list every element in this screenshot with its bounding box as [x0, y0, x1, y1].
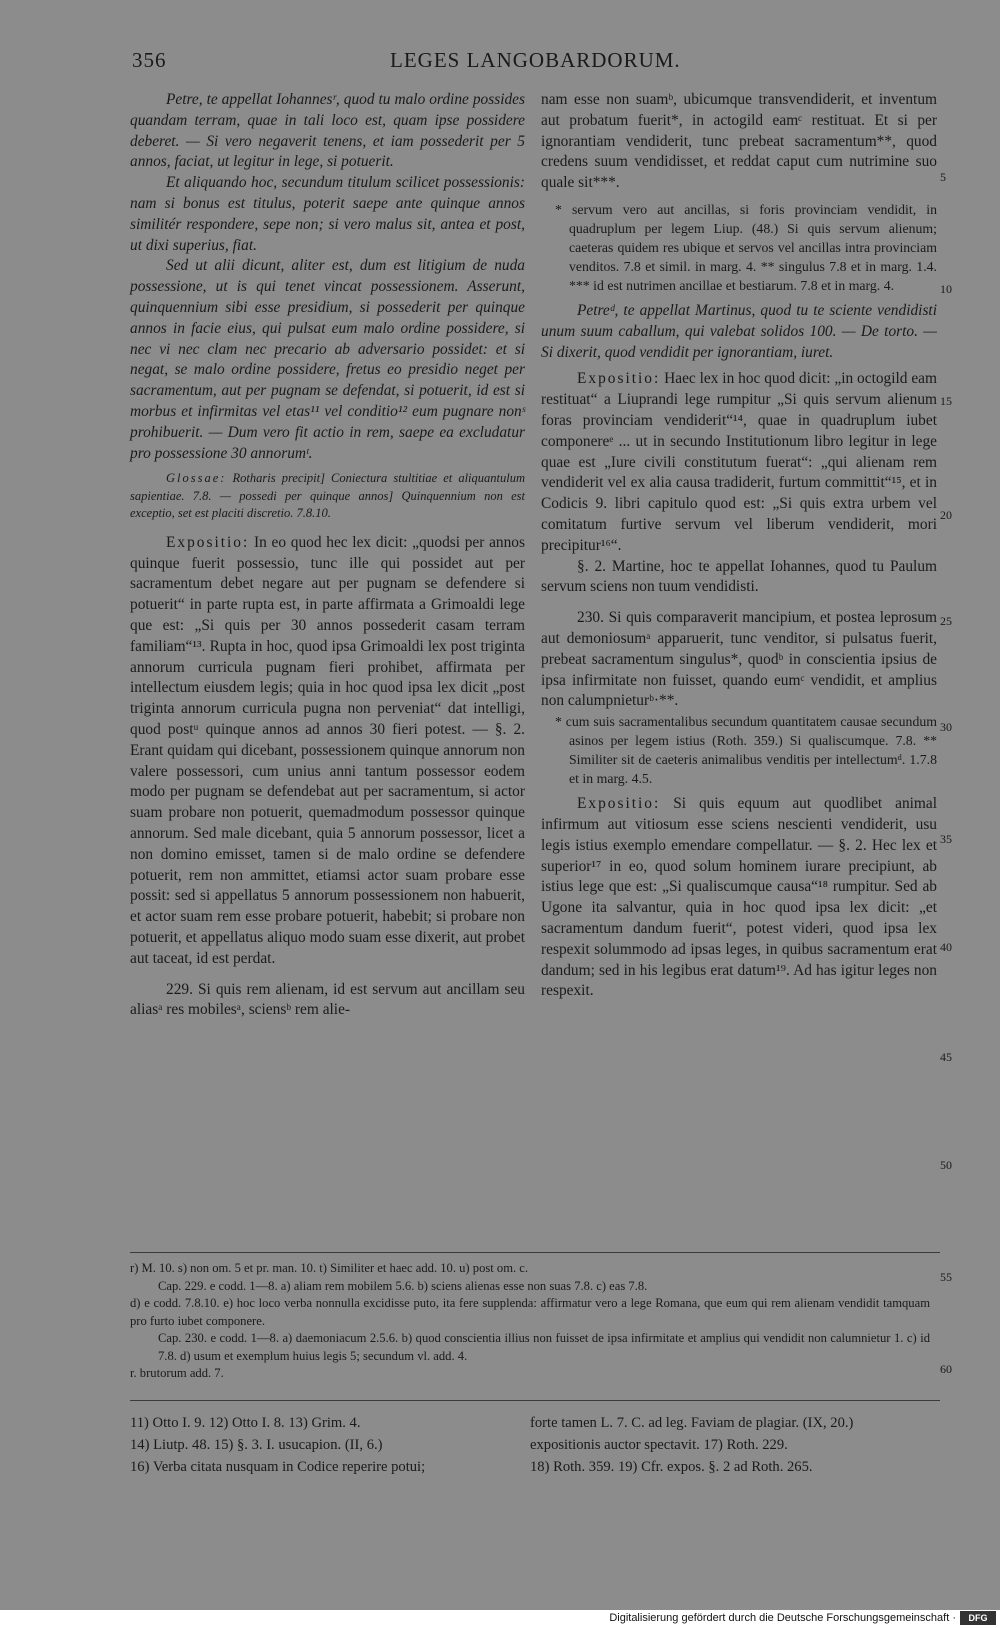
running-title: LEGES LANGOBARDORUM.: [390, 48, 681, 72]
line-number: 45: [940, 1050, 952, 1064]
footnote-left: 14) Liutp. 48. 15) §. 3. I. usucapion. (II, 6.): [130, 1437, 383, 1453]
right-expositio: [541, 369, 937, 556]
footnote-row: [130, 1456, 940, 1478]
right-column: [541, 90, 937, 1002]
left-expositio-label: Expositio:: [166, 533, 250, 551]
digitization-credit-bar: [0, 1610, 1000, 1628]
left-expositio: [130, 533, 525, 970]
line-number: 30: [940, 720, 952, 734]
line-number: 35: [940, 832, 952, 846]
right-expositio-2-label: Expositio:: [577, 795, 661, 813]
footnote-left: 16) Verba citata nusquam in Codice reperire potui;: [130, 1459, 426, 1475]
line-number: 25: [940, 614, 952, 628]
right-paragraph-1: nam esse non suamᵇ, ubicumque transvendiderit, et inventum aut probatum fuerit*, in actogild eamᶜ restituat. Et si per ignorantiam vendiderit, tunc prebeat sacramentum**, quod credens suum vendidisset, et reddat caput cum nutrimine suo quale sit***.: [541, 91, 937, 192]
left-column: [130, 90, 525, 1021]
footnote-right: expositionis auctor spectavit. 17) Roth. 229.: [530, 1437, 788, 1453]
right-paragraph-2: Petreᵈ, te appellat Martinus, quod tu te sciente vendidisti unum suum caballum, qui valebat solidos 100. — De torto. — Si dixerit, quod vendidit per ignorantiam, iuret.: [541, 301, 937, 361]
footnote-rule: [130, 1252, 940, 1253]
chapter-230: 230. Si quis comparaverit mancipium, et postea leprosum aut demoniosumᵃ apparuerit, tunc venditor, si pulsatus fuerit, prebeat sacramentum singulus*, quodᵇ in conscientia ipsius de ipsa infirmitate non fuisset, quando eumᶜ vendidit, et amplius non calumpnieturᵇ·**.: [541, 609, 937, 710]
left-expositio-text: In eo quod hec lex dicit: „quodsi per annos quinque fuerit possessio, tunc ille qui possidet aut per sacramentum debet negare aut per pugnam se defendere si potuerit“ in parte rupta est, in parte affirmata a Grimoaldi lege que est: „Si quis per 30 annos possederit casam terram familiam“¹³. Rupta in hoc, quod ipsa Grimoaldi lex post triginta annorum curricula pugnam fieri prohibet, affirmata per intellectum eiusdem legis; quia in hoc quod ipsa lex dicit „post triginta annorum curricula pugna non perveniat“ dat intelligi, quod postᵘ quinque annos ad annos 30 fieri potest. — §. 2. Erant quidam qui dicebant, possessionem quinque annorum non valere possessori, cum unius anni tantum possessor eodem modo per pugnam se defendebat aut per sacramentum, si actor suam probare non potuerit, quemadmodum possessor quinque annorum. Sed male dicebant, quia 5 annorum possessor, licet a non domino emisset, tamen si de malo ordine se defendere potuerit, rem non ammittet, etiamsi actor suam probare esse possit: sed si appellatus 5 annorum possessionem non habuerit, et actor suam rem esse probare potuerit, habebit; si probare non potuerit, et appellatus aliquo modo suam esse dixerit, aut probet aut taceat, id est perdat.: [130, 533, 525, 967]
footnote-right: forte tamen L. 7. C. ad leg. Faviam de plagiar. (IX, 20.): [530, 1415, 854, 1431]
apparatus-line: d) e codd. 7.8.10. e) hoc loco verba nonnulla excidisse puto, ita fere supplenda: affirmatur vero a lege Romana, que eum qui rem alienam vendidit tamquam pro furto iubet componere.: [130, 1296, 930, 1328]
footnote-right: 18) Roth. 359. 19) Cfr. expos. §. 2 ad Roth. 265.: [530, 1459, 813, 1475]
footnote-left: 11) Otto I. 9. 12) Otto I. 8. 13) Grim. 4.: [130, 1415, 361, 1431]
glossae-label: Glossae:: [166, 471, 227, 486]
apparatus-line: Cap. 229. e codd. 1—8. a) aliam rem mobilem 5.6. b) sciens alienas esse non suas 7.8. c) eas 7.8.: [158, 1278, 648, 1293]
apparatus-line: r) M. 10. s) non om. 5 et pr. man. 10. t) Similiter et haec add. 10. u) post om. c.: [130, 1261, 529, 1275]
credit-text: Digitalisierung gefördert durch die Deutsche Forschungsgemeinschaft ·: [609, 1612, 956, 1624]
line-number: 60: [940, 1362, 952, 1376]
critical-apparatus: [130, 1260, 930, 1383]
line-number: 10: [940, 282, 952, 296]
right-paragraph-3: §. 2. Martine, hoc te appellat Iohannes, quod tu Paulum servum sciens non tuum vendidisti.: [541, 557, 937, 596]
source-footnotes: [130, 1412, 940, 1478]
line-number: 40: [940, 940, 952, 954]
chapter-229-start: 229. Si quis rem alienam, id est servum aut ancillam seu aliasᵃ res mobilesᵃ, sciensᵇ rem alie-: [130, 980, 525, 1019]
glossae-text: Rotharis precipit] Coniectura stultitiae et aliquantulum sapientiae. 7.8. — possedi per quinque annos] Quinquennium non est exceptio, set est placiti discretio. 7.8.10.: [130, 471, 526, 521]
line-number: 5: [940, 170, 946, 184]
footnote-row: [130, 1412, 940, 1434]
left-paragraph-1: Petre, te appellat Iohannesʳ, quod tu malo ordine possides quandam terram, quae in tali loco est, quam ipse possidere deberet. — Si vero negaverit tenens, et iam possederit per 5 annos, faciat, ut legitur in lege, si potuerit.: [130, 91, 525, 171]
apparatus-line: Cap. 230. e codd. 1—8. a) daemoniacum 2.5.6. b) quod conscientia illius non fuisset de ipsa infirmitate et amplius qui vendidit non calumnietur 1. c) id 7.8. d) usum et exemplum huius legis 5; secundum vl. add. 4.: [158, 1331, 930, 1363]
apparatus-line: r. brutorum add. 7.: [130, 1366, 224, 1380]
right-note-2: * cum suis sacramentalibus secundum quantitatem causae secundum asinos per legem istius (Roth. 359.) Si qualiscumque. 7.8. ** Similiter sit de caeteris animalibus venditis per intellectumᵈ. 1.7.8 et in marg. 4.5.: [555, 714, 937, 787]
right-expositio-2: [541, 794, 937, 1002]
right-expositio-text: Haec lex in hoc quod dicit: „in octogild eam restituat“ a Liuprandi lege rumpitur „Si quis servum alienum foras provinciam vendiderit“¹⁴, quae in quadruplum iubet componereᵉ ... ut in secundo Institutionum libro legitur in lege quae est „Iure civili constitutum fuerat“: „qui alienam rem vendiderit vel ex alia causa tradiderit, furtum committit“¹⁵, et in Codicis 9. libri capitulo quod est: „Si quis extra urbem vel comitatum furtive servum vel liberum vendiderit, mori precipitur¹⁶“.: [541, 370, 937, 554]
right-note-1: * servum vero aut ancillas, si foris provinciam vendidit, in quadruplum per legem Liup. (48.) Si quis servum alienum; caeteras quidem res ubique et servos vel ancillas intra provinciam venditos. 7.8 et simil. in marg. 4. ** singulus 7.8 et in marg. 1.4. *** id est nutrimen ancillae et bestiarum. 7.8 et in marg. 4.: [555, 201, 937, 293]
line-number: 15: [940, 394, 952, 408]
dfg-logo: DFG: [960, 1611, 996, 1625]
line-number: 50: [940, 1158, 952, 1172]
right-expositio-2-text: Si quis equum aut quodlibet animal infirmum aut vitiosum esse sciens nescienti vendiderit, usu legis istius exemplo emendare compellatur. — §. 2. Hec lex et superior¹⁷ in eo, quod solum hominem iurare precipiunt, ab istius lege que est: „Si qualiscumque causa“¹⁸ rumpitur. Sed ab Ugone ita salvantur, quia in hoc quod ipsa lex dicit: „et sacramentum dandum fuerit“, potest videri, quod ipsa lex respexit solummodo ad ipsas leges, in quibus sacramentum erat dandum; sed in his legibus erat datum¹⁹. Ad has igitur leges non respexit.: [541, 795, 937, 1000]
left-paragraph-3: Sed ut alii dicunt, aliter est, dum est litigium de nuda possessione, ut is qui tenet vincat possessionem. Asserunt, quinquennium sibi esse presidium, si possederit per quinque annos in facie eius, qui pulsat eum malo ordine possidere, si nec vi nec clam nec precario ab adversario possidet: et si negat, se malo ordine possidere, fretus eo presidio neget per sacramentum, aut per pugnam se defendat, si potuerit, id est si morbus et infirmitas vel etas¹¹ vel conditio¹² eum pugnare nonˢ prohibuerit. — Dum vero fit actio in rem, saepe ea excludatur pro possessione 30 annorumᵗ.: [130, 257, 525, 462]
left-paragraph-2: Et aliquando hoc, secundum titulum scilicet possessionis: nam si bonus est titulus, poterit saepe ante quinque annos similitér respondere, sepe non; si vero malus sit, antea et post, ut dixi superius, fiat.: [130, 174, 525, 254]
line-number: 20: [940, 508, 952, 522]
right-expositio-label: Expositio:: [577, 370, 661, 388]
footnote-rule-2: [130, 1400, 940, 1401]
page-number: 356: [132, 48, 167, 72]
footnote-row: [130, 1434, 940, 1456]
glossae-block: [130, 470, 525, 523]
line-number: 55: [940, 1270, 952, 1284]
